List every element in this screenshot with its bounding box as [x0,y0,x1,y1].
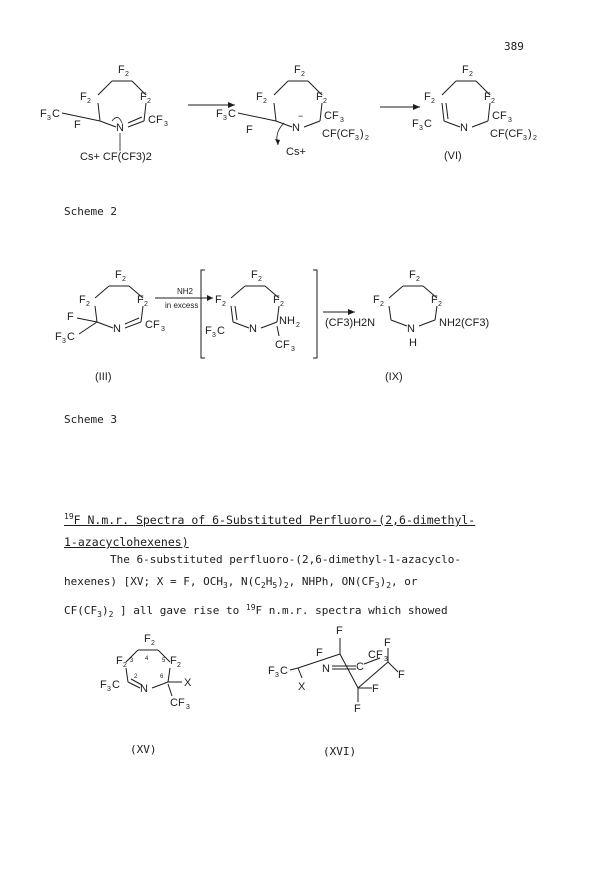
compound-vi [412,64,537,142]
svg-text:3: 3 [340,117,344,124]
svg-text:2: 2 [416,276,420,283]
svg-text:CF: CF [145,319,160,331]
sub: 2 [260,581,266,590]
svg-text:2: 2 [280,301,284,308]
body-paragraph [64,549,534,626]
para-line-3c: ] all gave rise to [120,604,240,617]
svg-text:3: 3 [523,135,527,142]
para-line-2f: ) [379,575,387,588]
svg-text:F: F [118,64,125,76]
svg-text:F: F [100,679,107,691]
sup: 19 [245,603,256,612]
structure-xvi-label: (XVI) [323,745,357,758]
svg-text:F: F [67,311,74,323]
svg-text:N: N [407,323,415,335]
svg-text:N: N [140,683,148,695]
compound-ix [325,269,489,349]
svg-text:N: N [116,122,124,134]
svg-text:2: 2 [438,301,442,308]
svg-text:2: 2 [134,674,138,680]
svg-text:F: F [373,294,380,306]
svg-text:2: 2 [301,71,305,78]
svg-text:2: 2 [222,301,226,308]
svg-text:2: 2 [365,135,369,142]
svg-text:2: 2 [86,301,90,308]
svg-text:F: F [216,108,223,120]
sub: 2 [283,581,289,590]
svg-text:): ) [360,128,364,140]
sub: 3 [222,581,228,590]
heading-line-2: 1-azacyclohexenes) [64,535,189,549]
svg-text:X: X [298,681,306,693]
svg-text:2: 2 [122,276,126,283]
compound-ix-label: (IX) [385,371,403,383]
heading-superscript: 19 [64,512,74,521]
svg-text:CF: CF [170,697,185,709]
ix-nh: H [409,337,417,349]
svg-text:2: 2 [431,98,435,105]
para-line-3b: ) [101,604,109,617]
para-line-2c: H [265,575,273,588]
scheme2-intermediate [216,64,369,158]
svg-text:3: 3 [384,656,388,663]
svg-text:C: C [424,118,432,130]
svg-text:3: 3 [130,658,134,664]
para-line-3a: CF(CF [64,604,98,617]
svg-text:N: N [322,663,330,675]
svg-text:2: 2 [323,98,327,105]
svg-text:F: F [294,64,301,76]
svg-text:CF: CF [368,649,383,661]
svg-text:F: F [316,91,323,103]
compound-iii-label: (III) [95,371,112,383]
heading-line-1: F N.m.r. Spectra of 6-Substituted Perfluoro-(2,6-dimethyl- [73,513,476,527]
svg-text:F: F [215,294,222,306]
structure-xv [100,628,220,711]
svg-text:N: N [292,122,300,134]
svg-text:5: 5 [162,658,166,664]
svg-text:3: 3 [186,704,190,711]
svg-text:C: C [356,661,364,673]
svg-text:F: F [140,91,147,103]
svg-text:−: − [298,111,304,121]
reagent-condition: in excess [165,301,199,310]
svg-text:2: 2 [177,662,181,669]
svg-text:3: 3 [291,346,295,353]
sub: 2 [386,581,392,590]
sub: 3 [97,610,102,619]
svg-text:F: F [144,633,151,645]
para-line-2d: ) [277,575,284,588]
scheme2-reactant [40,64,168,163]
svg-text:C: C [67,331,75,343]
para-line-2e: , NHPh, ON(CF [288,575,375,588]
svg-text:3: 3 [47,115,51,122]
svg-text:CF(CF: CF(CF [490,128,523,140]
scheme3-intermediate [205,269,300,353]
svg-text:CF: CF [148,114,163,126]
svg-text:3: 3 [223,115,227,122]
svg-text:2: 2 [380,301,384,308]
svg-text:F: F [354,703,361,715]
counter-ion-cs-2: Cs+ [286,146,306,158]
svg-text:F: F [40,108,47,120]
svg-text:C: C [280,665,288,677]
svg-text:2: 2 [491,98,495,105]
svg-text:3: 3 [355,135,359,142]
scheme-3-reaction [55,262,535,392]
svg-text:C: C [52,108,60,120]
svg-text:F: F [316,647,323,659]
svg-text:F: F [74,119,81,131]
svg-text:2: 2 [469,71,473,78]
svg-text:F: F [116,655,123,667]
svg-text:N: N [113,323,121,335]
svg-text:F: F [251,269,258,281]
svg-text:F: F [205,325,212,337]
svg-text:3: 3 [508,117,512,124]
svg-text:F: F [55,331,62,343]
svg-text:F: F [409,269,416,281]
page-number: 389 [504,40,524,53]
svg-text:4: 4 [145,656,149,662]
svg-text:C: C [228,108,236,120]
svg-text:F: F [170,655,177,667]
svg-text:CF: CF [324,110,339,122]
svg-text:): ) [528,128,532,140]
svg-text:6: 6 [160,674,164,680]
svg-text:F: F [384,637,391,649]
sub: 3 [374,581,380,590]
svg-text:F: F [431,294,438,306]
svg-text:2: 2 [533,135,537,142]
svg-text:F: F [79,294,86,306]
svg-text:F: F [462,64,469,76]
svg-text:2: 2 [144,301,148,308]
sub: 5 [272,581,278,590]
svg-text:F: F [336,625,343,637]
svg-text:3: 3 [212,332,216,339]
ix-right-substituent: NH2(CF3) [439,317,490,329]
svg-text:CF: CF [492,110,507,122]
svg-text:F: F [372,683,379,695]
svg-text:F: F [80,91,87,103]
para-line-2a: hexenes) [XV; X = F, OCH [64,575,223,588]
svg-text:F: F [246,124,253,136]
svg-text:X: X [184,677,192,689]
svg-text:3: 3 [275,672,279,679]
reagent-nh3: NH2 [177,287,194,296]
svg-text:3: 3 [161,326,165,333]
sub: 2 [108,610,114,619]
para-line-2g: , or [391,575,418,588]
structure-xvi [268,618,428,718]
svg-text:N: N [460,122,468,134]
svg-text:2: 2 [123,662,127,669]
compound-vi-label: (VI) [444,150,462,162]
svg-text:2: 2 [125,71,129,78]
svg-text:C: C [217,325,225,337]
svg-text:3: 3 [107,686,111,693]
svg-text:F: F [268,665,275,677]
svg-text:F: F [273,294,280,306]
svg-text:2: 2 [87,98,91,105]
scheme-2-reaction [40,55,560,190]
section-heading [64,506,524,553]
para-line-3d: F n.m.r. spectra which showed [255,604,448,617]
svg-text:F: F [424,91,431,103]
svg-text:2: 2 [263,98,267,105]
svg-text:CF(CF: CF(CF [322,128,355,140]
scheme-2-caption: Scheme 2 [64,205,117,218]
compound-iii [55,269,165,345]
para-line-2b: , N(C [227,575,261,588]
svg-text:F: F [398,669,405,681]
svg-text:F: F [412,118,419,130]
svg-text:F: F [137,294,144,306]
svg-text:F: F [115,269,122,281]
svg-text:3: 3 [419,125,423,132]
svg-text:2: 2 [147,98,151,105]
svg-text:3: 3 [62,338,66,345]
scheme-3-caption: Scheme 3 [64,413,117,426]
svg-text:2: 2 [258,276,262,283]
svg-text:NH: NH [279,315,295,327]
ix-left-substituent: (CF3)H2N [325,317,376,329]
svg-text:F: F [256,91,263,103]
svg-text:N: N [249,323,257,335]
svg-text:F: F [484,91,491,103]
counter-ion-cs-1: Cs+ CF(CF3)2 [80,151,152,163]
svg-text:2: 2 [151,640,155,647]
para-line-1: The 6-substituted perfluoro-(2,6-dimethyl-1-azacyclo- [110,553,461,566]
svg-text:3: 3 [164,121,168,128]
svg-text:CF: CF [275,339,290,351]
svg-text:2: 2 [296,322,300,329]
svg-text:C: C [112,679,120,691]
structure-xv-label: (XV) [130,743,157,756]
